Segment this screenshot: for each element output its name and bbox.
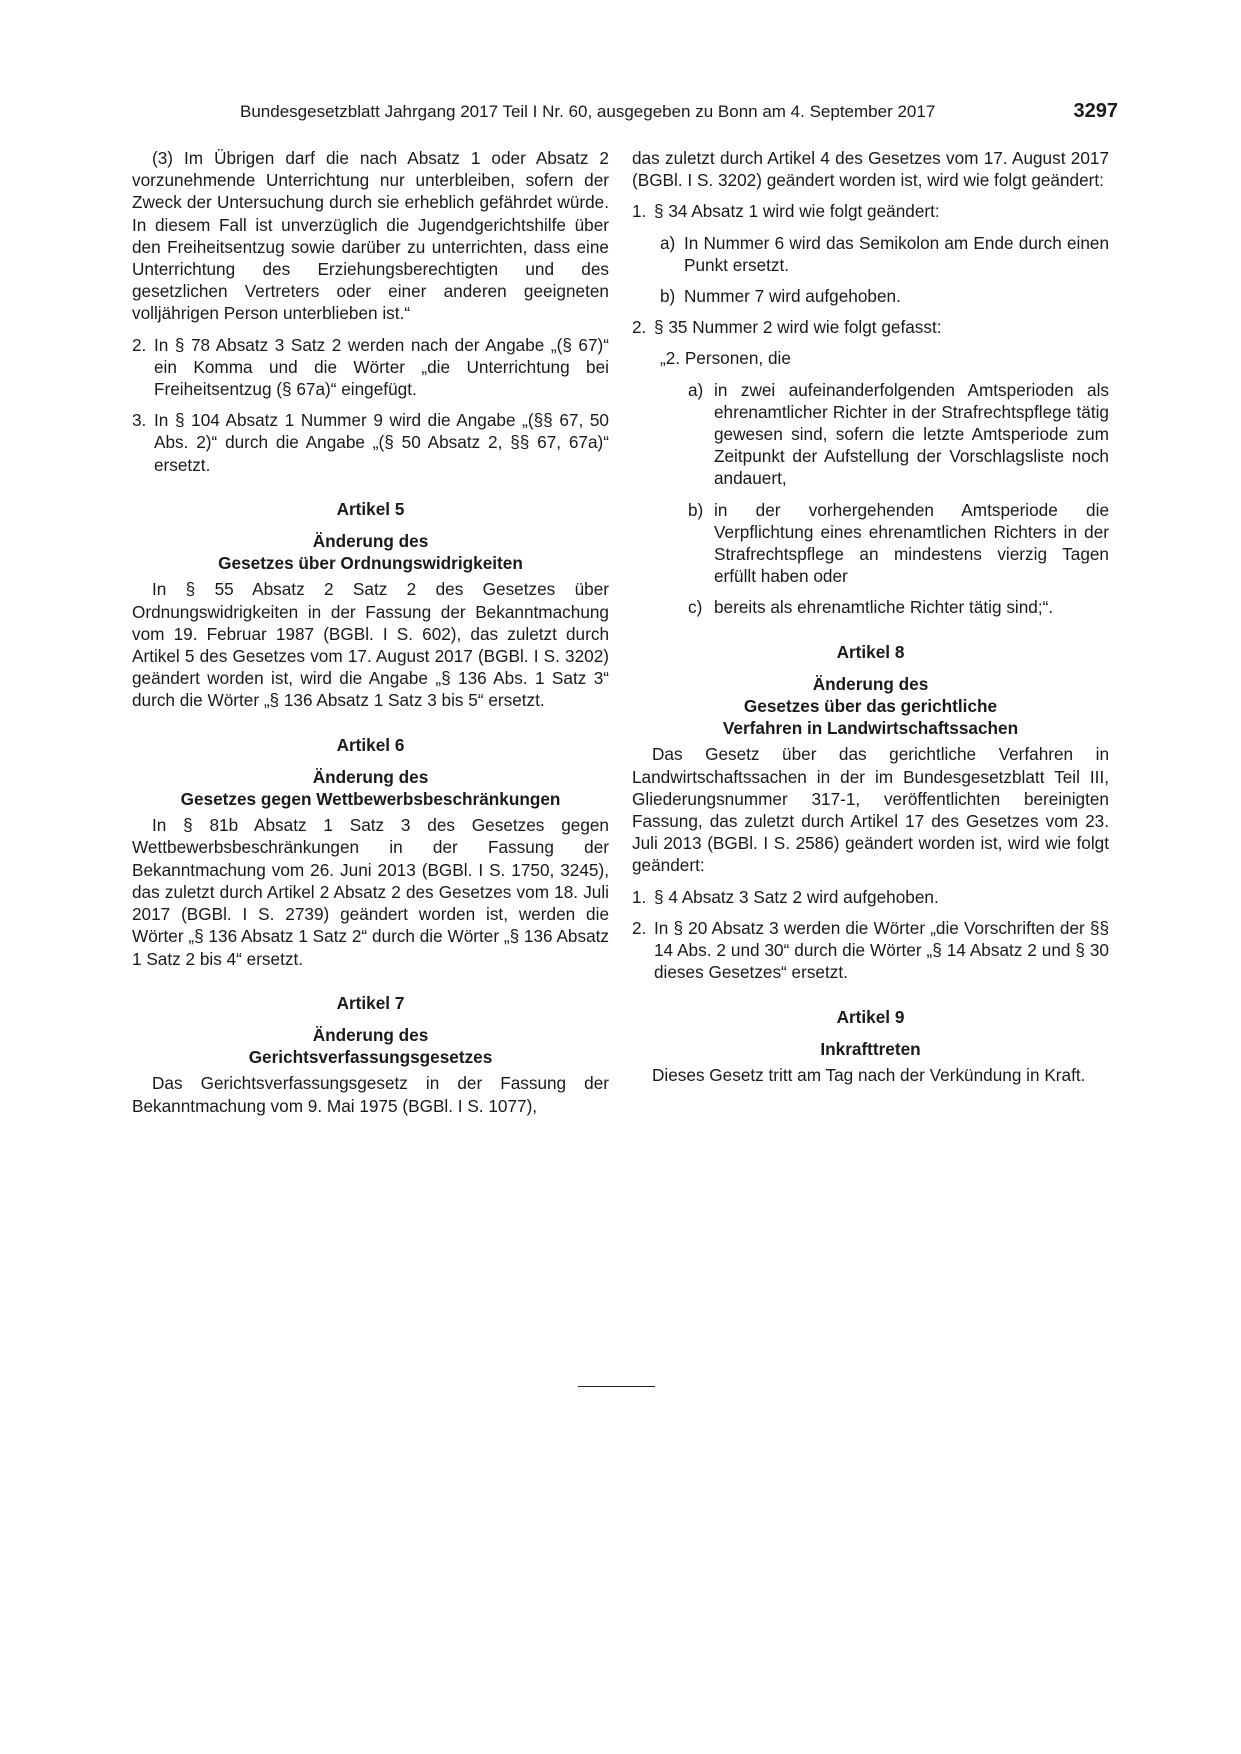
list-text: § 34 Absatz 1 wird wie folgt geändert: — [654, 201, 940, 222]
article-9-title: Artikel 9 — [836, 1006, 905, 1027]
list-text: In § 78 Absatz 3 Satz 2 werden nach der Angabe „(§ 67)“ ein Komma und die Wörter „die Unterrichtung bei Freiheitsentzug (§ 67a)“ eingefügt. — [154, 334, 609, 400]
sub-letter: a) — [660, 232, 676, 253]
article-8-heading-line-2: Gesetzes über das gerichtliche — [743, 696, 998, 717]
continued-text: das zuletzt durch Artikel 4 des Gesetzes vom 17. August 2017 (BGBl. I S. 3202) geändert worden ist, wird wie folgt geändert: — [632, 148, 1109, 191]
article-7-heading-line-2: Gerichtsverfassungsgesetzes — [248, 1047, 493, 1068]
list-number: 1. — [632, 886, 647, 907]
sub-item-1a — [632, 232, 1109, 276]
list-number: 2. — [632, 317, 647, 338]
sub-text: in der vorhergehenden Amtsperiode die Verpflichtung eines ehrenamtlichen Richters in der Strafrechtspflege an mindestens vierzig Tagen erfüllt haben oder — [714, 499, 1109, 587]
list-number: 1. — [632, 201, 647, 222]
article-6-title: Artikel 6 — [336, 734, 405, 755]
sub-letter: b) — [688, 499, 704, 520]
list-text: In § 104 Absatz 1 Nummer 9 wird die Angabe „(§§ 67, 50 Abs. 2)“ durch die Angabe „(§ 50 Absatz 2, §§ 67, 67a)“ ersetzt. — [154, 410, 609, 475]
list-item-2 — [132, 334, 609, 401]
sub-letter: c) — [688, 597, 703, 618]
article-5-heading-line-1: Änderung des — [312, 531, 429, 552]
list-number: 2. — [132, 334, 147, 355]
article-9-heading: Inkrafttreten — [820, 1038, 921, 1059]
sub-letter: a) — [688, 379, 704, 400]
article-8-text: Das Gesetz über das gerichtliche Verfahren in Landwirtschaftssachen in der im Bundesgesetzblatt Teil III, Gliederungsnummer 317-1, veröffentlichten bereinigten Fassung, das zuletzt durch Artikel 17 des Gesetzes vom 23. Juli 2013 (BGBl. I S. 2586) geändert worden ist, wird wie folgt geändert: — [632, 744, 1109, 876]
end-rule — [578, 1386, 655, 1387]
left-column — [132, 147, 609, 1117]
sub-text: Nummer 7 wird aufgehoben. — [684, 286, 901, 307]
article-5-heading-line-2: Gesetzes über Ordnungswidrigkeiten — [218, 553, 523, 574]
list-number: 3. — [132, 410, 147, 431]
article-6-text: In § 81b Absatz 1 Satz 3 des Gesetzes gegen Wettbewerbsbeschränkungen in der Fassung der Bekanntmachung vom 26. Juni 2013 (BGBl. I S. 1750, 3245), das zuletzt durch Artikel 2 Absatz 2 des Gesetzes vom 18. Juli 2017 (BGBl. I S. 2739) geändert worden ist, werden die Wörter „§ 136 Absatz 1 Satz 2“ durch die Wörter „§ 136 Absatz 1 Satz 2 bis 4“ ersetzt. — [132, 815, 609, 969]
article-5-title: Artikel 5 — [336, 498, 405, 519]
article-6-heading-line-2: Gesetzes gegen Wettbewerbsbeschränkungen — [180, 789, 561, 810]
quoted-number-2: „2. Personen, die — [660, 348, 791, 369]
article-5-text: In § 55 Absatz 2 Satz 2 des Gesetzes über Ordnungswidrigkeiten in der Fassung der Bekanntmachung vom 19. Februar 1987 (BGBl. I S. 602), das zuletzt durch Artikel 5 des Gesetzes vom 17. August 2017 (BGBl. I S. 3202) geändert worden ist, wird die Angabe „§ 136 Abs. 1 Satz 3“ durch die Wörter „§ 136 Absatz 1 Satz 3 bis 5“ ersetzt. — [132, 579, 609, 711]
article-8-item-2 — [632, 917, 1109, 984]
list-text: § 35 Nummer 2 wird wie folgt gefasst: — [654, 317, 942, 338]
list-text: In § 20 Absatz 3 werden die Wörter „die Vorschriften der §§ 14 Abs. 2 und 30“ durch die Wörter „§ 14 Absatz 2 und § 30 dieses Gesetzes“ ersetzt. — [654, 917, 1109, 983]
sub-text: bereits als ehrenamtliche Richter tätig sind;“. — [714, 597, 1054, 618]
quoted-item-a — [632, 379, 1109, 490]
article-6-heading-line-1: Änderung des — [312, 766, 429, 787]
running-title: Bundesgesetzblatt Jahrgang 2017 Teil I Nr. 60, ausgegeben zu Bonn am 4. September 2017 — [240, 102, 936, 121]
sub-letter: b) — [660, 286, 676, 307]
article-7-title: Artikel 7 — [336, 992, 405, 1013]
sub-text: In Nummer 6 wird das Semikolon am Ende durch einen Punkt ersetzt. — [684, 232, 1109, 275]
sub-item-1b — [632, 285, 1109, 307]
quoted-item-c — [632, 596, 1109, 618]
sub-text: in zwei aufeinanderfolgenden Amtsperioden als ehrenamtlicher Richter in der Strafrechtspflege tätig gewesen sind, sofern die letzte Amtsperiode zum Zeitpunkt der Aufstellung der Vorschlagsliste noch andauert, — [714, 379, 1109, 489]
article-7-heading-line-1: Änderung des — [312, 1024, 429, 1045]
list-item-3 — [132, 409, 609, 476]
article-8-heading-line-3: Verfahren in Landwirtschaftssachen — [722, 718, 1019, 739]
article-8-item-1 — [632, 886, 1109, 908]
paragraph-3: (3) Im Übrigen darf die nach Absatz 1 oder Absatz 2 vorzunehmende Unterrichtung nur unterbleiben, sofern der Zweck der Untersuchung durch sie erheblich gefährdet würde. In diesem Fall ist unverzüglich die Jugendgerichtshilfe über den Freiheitsentzug sowie darüber zu unterrichten, dass eine Unterrichtung des Erziehungsberechtigten und des gesetzlichen Vertreters oder einer anderen geeigneten volljährigen Person unterblieben ist.“ — [132, 148, 609, 324]
list-number: 2. — [632, 917, 647, 938]
right-column — [632, 147, 1109, 1086]
list-item-2 — [632, 316, 1109, 338]
list-text: § 4 Absatz 3 Satz 2 wird aufgehoben. — [654, 886, 939, 907]
page-number: 3297 — [1073, 100, 1118, 122]
list-item-1 — [632, 200, 1109, 222]
article-7-text: Das Gerichtsverfassungsgesetz in der Fassung der Bekanntmachung vom 9. Mai 1975 (BGBl. I S. 1077), — [132, 1073, 609, 1116]
article-9-text: Dieses Gesetz tritt am Tag nach der Verkündung in Kraft. — [652, 1064, 1086, 1085]
quoted-item-b — [632, 499, 1109, 588]
article-8-heading-line-1: Änderung des — [812, 673, 929, 694]
article-8-title: Artikel 8 — [836, 641, 905, 662]
